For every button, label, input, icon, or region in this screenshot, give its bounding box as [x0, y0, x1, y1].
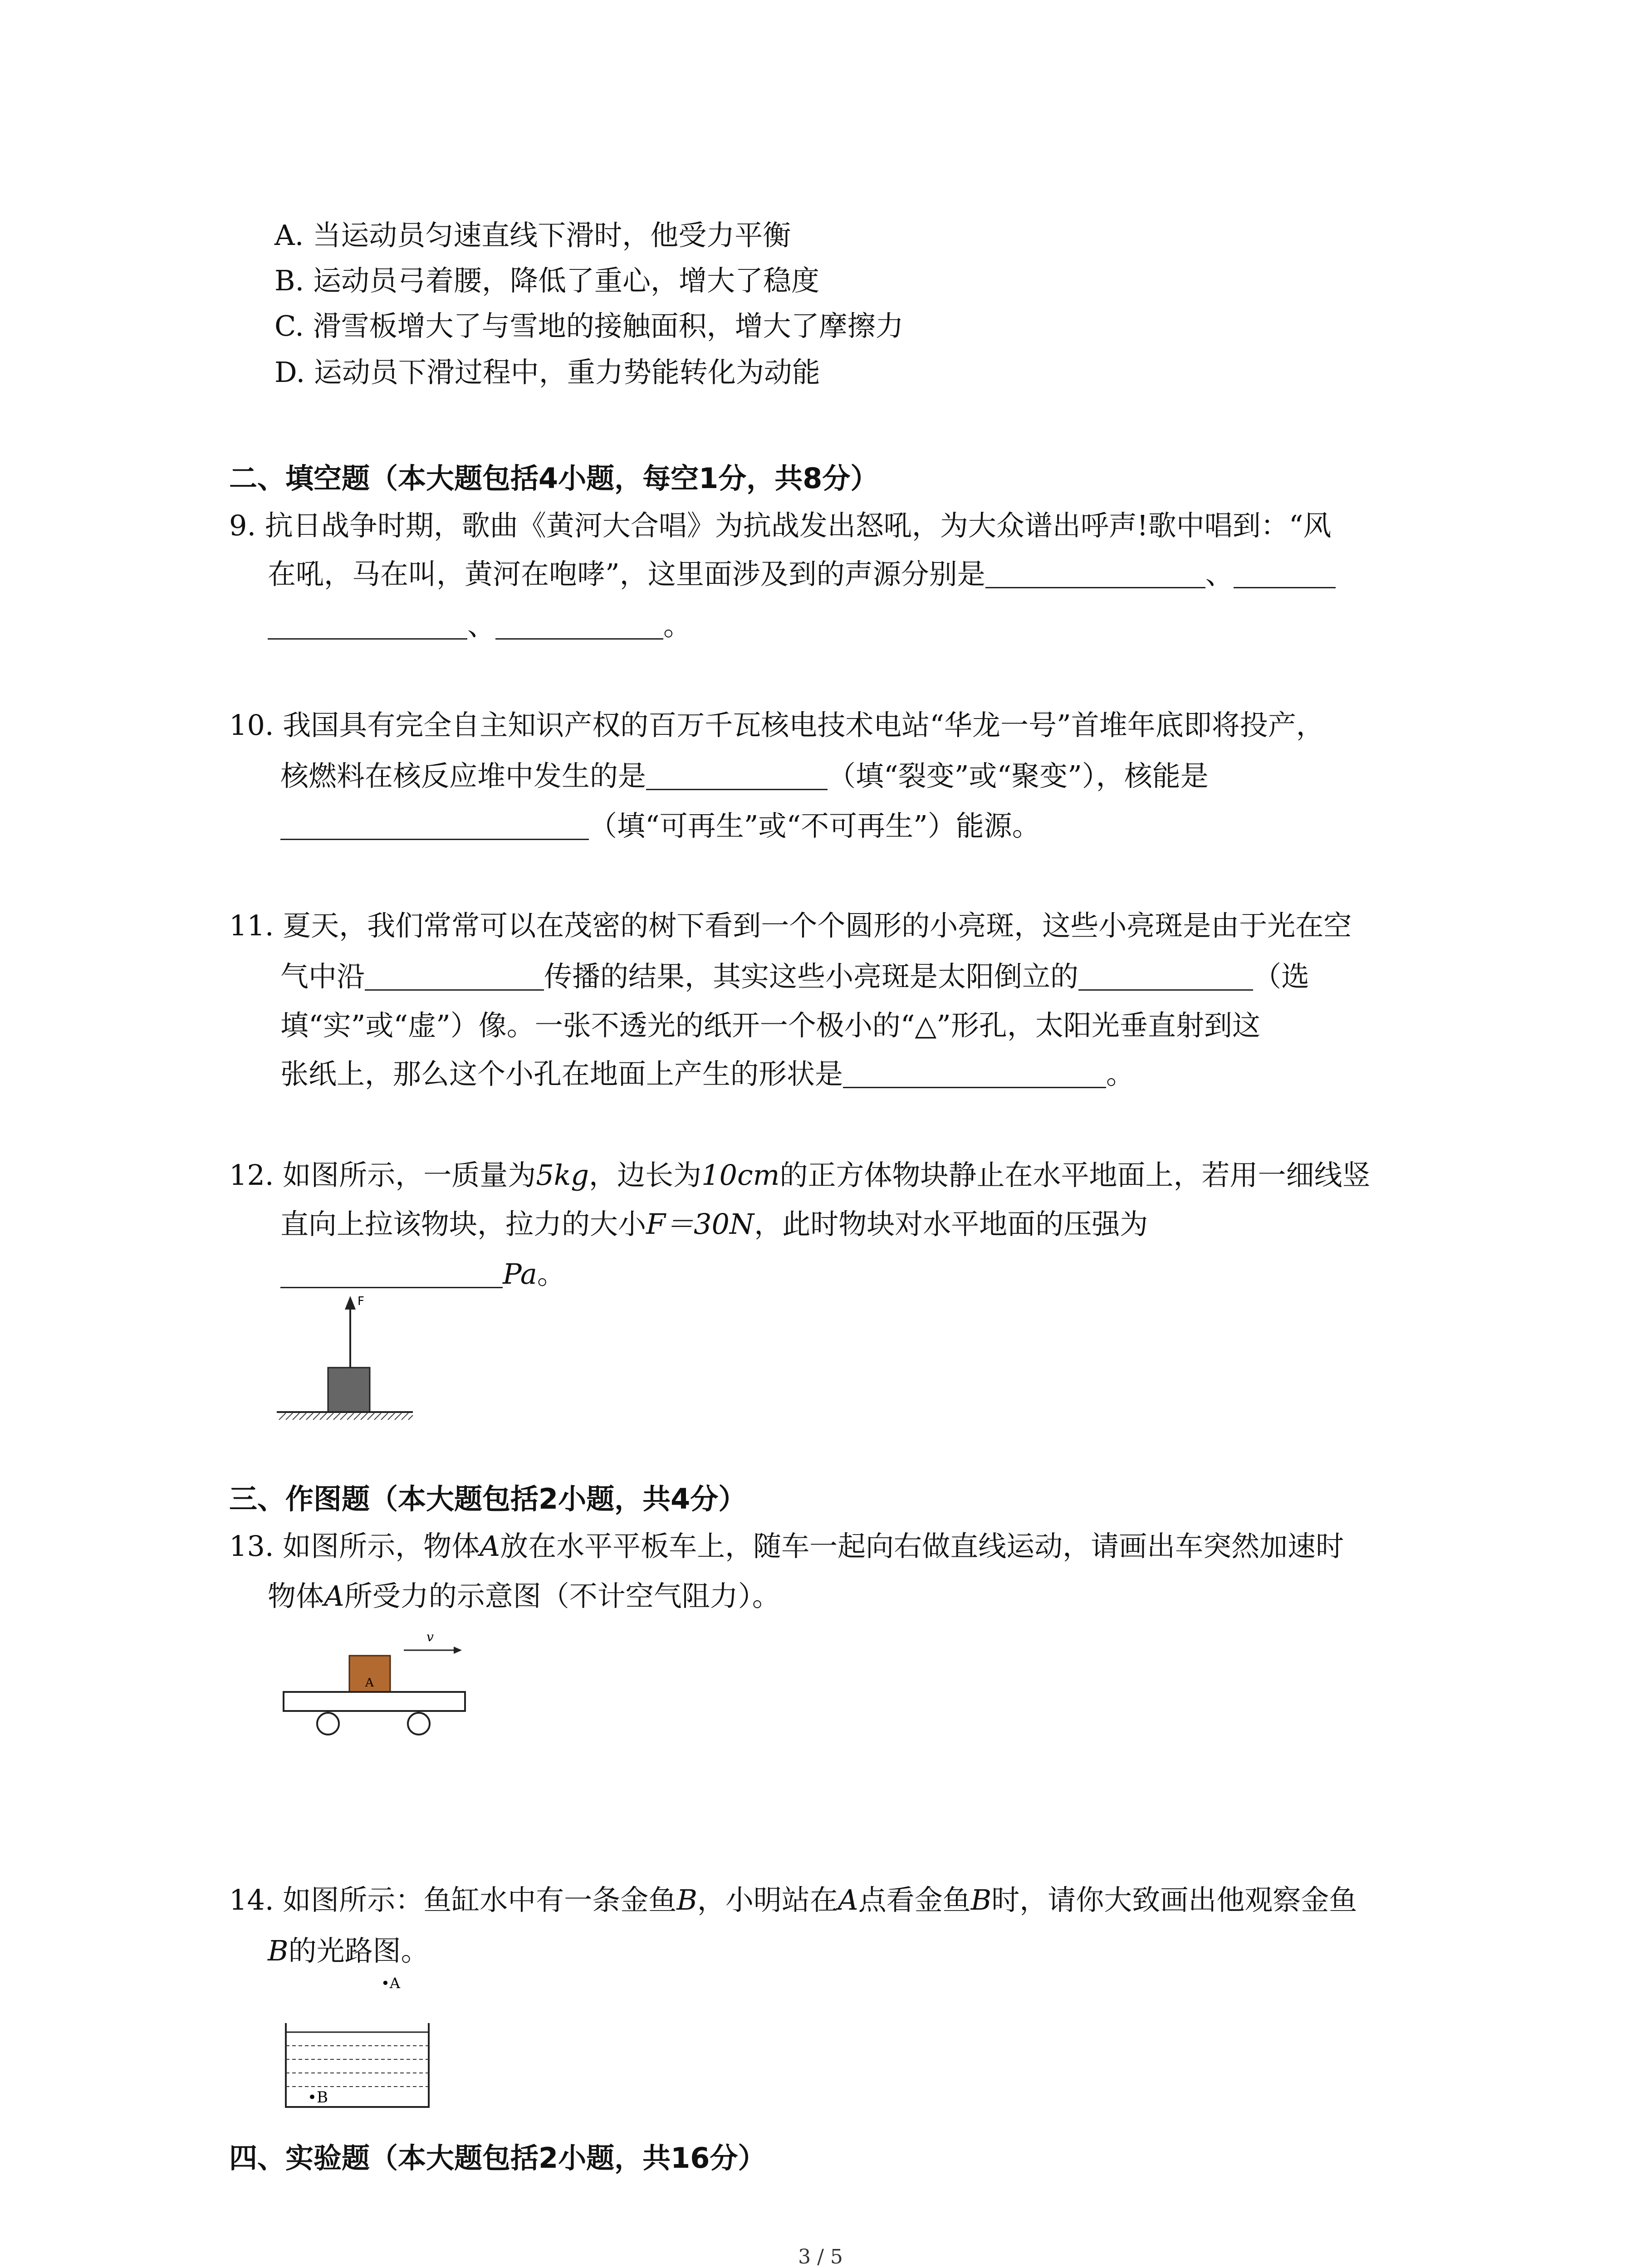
q10-blank-2[interactable] — [280, 812, 589, 840]
q13-obj: A — [480, 1530, 500, 1563]
q12-line2-end: ，此时物块对水平地面的压强为 — [754, 1207, 1148, 1241]
page-number: 3 / 5 — [798, 2245, 843, 2268]
q12-line1-mid: ，边长为 — [589, 1158, 702, 1192]
q12-unit: Pa — [503, 1257, 537, 1290]
q11-line1: 11. 夏天，我们常常可以在茂密的树下看到一个个圆形的小亮斑，这些小亮斑是由于光在空 — [229, 909, 1352, 942]
q10-line1: 10. 我国具有完全自主知识产权的百万千瓦核电技术电站“华龙一号”首堆年底即将投产， — [229, 709, 1324, 742]
q10-line2 — [280, 759, 1209, 792]
q14-point-a-label: •A — [381, 1975, 400, 1992]
q13-cart — [284, 1692, 465, 1711]
q12-mass: 5kg — [536, 1158, 589, 1192]
option-c: C. 滑雪板增大了与雪地的接触面积，增大了摩擦力 — [274, 309, 904, 342]
q9-blank-3[interactable] — [495, 612, 663, 640]
q13-line1-text: 13. 如图所示，物体 — [229, 1530, 480, 1563]
q14-line1-text: 14. 如图所示：鱼缸水中有一条金鱼 — [229, 1883, 677, 1916]
q14-point: A — [838, 1883, 858, 1916]
q11-line4 — [280, 1057, 1135, 1090]
q10-line3 — [280, 809, 1040, 842]
section3-title: 三、作图题（本大题包括2小题，共4分） — [229, 1482, 747, 1515]
q14-line1-mid: ，小明站在 — [697, 1883, 838, 1916]
q12-arrow-icon — [345, 1296, 356, 1310]
q13-obj-2: A — [324, 1579, 344, 1613]
q14-line1-mid2: 点看金鱼 — [858, 1883, 971, 1916]
option-b: B. 运动员弓着腰，降低了重心，增大了稳度 — [274, 264, 819, 297]
q9-sep2: 、 — [467, 609, 496, 642]
section4-title: 四、实验题（本大题包括2小题，共16分） — [229, 2141, 766, 2175]
q13-figure — [281, 1628, 472, 1737]
q9-blank-2b[interactable] — [268, 612, 467, 640]
q13-line1-end: 放在水平平板车上，随车一起向右做直线运动，请画出车突然加速时 — [500, 1530, 1344, 1563]
q14-line1-end: 时，请你大致画出他观察金鱼 — [991, 1883, 1357, 1916]
q12-line2 — [280, 1207, 1148, 1241]
q12-line1 — [229, 1158, 1371, 1192]
q10-line2-hint: （填“裂变”或“聚变”），核能是 — [828, 759, 1209, 792]
q12-figure — [277, 1290, 422, 1427]
option-d: D. 运动员下滑过程中，重力势能转化为动能 — [274, 356, 820, 389]
q9-line1: 9. 抗日战争时期，歌曲《黄河大合唱》为抗战发出怒吼，为大众谱出呼声!歌中唱到：“风 — [229, 509, 1332, 542]
q9-blank-1[interactable] — [985, 561, 1205, 588]
q12-line1-text: 12. 如图所示，一质量为 — [229, 1158, 536, 1192]
q14-fish-b-label: •B — [308, 2088, 328, 2107]
q14-figure — [277, 1971, 436, 2112]
q11-line4-end: 。 — [1106, 1057, 1135, 1090]
q9-line2 — [268, 557, 1336, 591]
q10-line2-text: 核燃料在核反应堆中发生的是 — [280, 759, 647, 792]
q13-line2 — [268, 1579, 780, 1613]
option-a: A. 当运动员匀速直线下滑时，他受力平衡 — [274, 219, 791, 252]
q13-line2-end: 所受力的示意图（不计空气阻力）。 — [344, 1579, 780, 1613]
q10-line3-hint: （填“可再生”或“不可再生”）能源。 — [589, 809, 1040, 842]
q14-fish-3: B — [268, 1934, 289, 1967]
q11-line3: 填“实”或“虚”）像。一张不透光的纸开一个极小的“△”形孔，太阳光垂直射到这 — [280, 1009, 1260, 1042]
q12-force: F＝30N — [646, 1207, 754, 1241]
q11-line4-text: 张纸上，那么这个小孔在地面上产生的形状是 — [280, 1057, 843, 1090]
q14-line2-end: 的光路图。 — [288, 1934, 429, 1967]
q12-line1-end: 的正方体物块静止在水平地面上，若用一细线竖 — [779, 1158, 1371, 1192]
q13-line2-text: 物体 — [268, 1579, 324, 1613]
q11-line2-text: 气中沿 — [280, 960, 365, 993]
q14-water-lines — [286, 2046, 429, 2087]
q9-line2-text: 在吼，马在叫，黄河在咆哮”，这里面涉及到的声源分别是 — [268, 557, 985, 591]
q14-line2 — [268, 1934, 429, 1967]
q12-line3 — [280, 1257, 565, 1290]
q11-blank-3[interactable] — [843, 1061, 1106, 1088]
q9-end: 。 — [663, 609, 692, 642]
q11-line2 — [280, 960, 1310, 993]
q10-blank-1[interactable] — [646, 763, 828, 790]
q9-sep1: 、 — [1205, 557, 1234, 591]
q11-blank-1[interactable] — [365, 963, 544, 991]
q9-line3 — [268, 611, 691, 640]
q9-blank-2a[interactable] — [1234, 561, 1336, 588]
q13-wheel-left — [317, 1713, 339, 1735]
q11-line2-end: （选 — [1253, 960, 1310, 993]
q13-arrow-icon — [454, 1647, 462, 1654]
q14-line1 — [229, 1883, 1357, 1916]
q12-force-label: F — [358, 1295, 364, 1308]
q14-fish: B — [676, 1883, 697, 1916]
q14-fish-2: B — [970, 1883, 992, 1916]
q13-velocity-label: v — [426, 1629, 434, 1644]
q12-line2-text: 直向上拉该物块，拉力的大小 — [280, 1207, 647, 1241]
q12-side: 10cm — [701, 1158, 780, 1192]
q12-block — [328, 1368, 370, 1412]
q13-box-label: A — [365, 1676, 374, 1690]
q12-end: 。 — [537, 1257, 565, 1290]
section2-title: 二、填空题（本大题包括4小题，每空1分，共8分） — [229, 462, 879, 495]
q13-line1 — [229, 1530, 1344, 1563]
q12-ground-hatch — [279, 1413, 413, 1420]
q12-blank-1[interactable] — [280, 1261, 503, 1288]
q11-blank-2[interactable] — [1078, 963, 1253, 991]
q13-wheel-right — [408, 1713, 430, 1735]
q11-line2-mid: 传播的结果，其实这些小亮斑是太阳倒立的 — [544, 960, 1079, 993]
